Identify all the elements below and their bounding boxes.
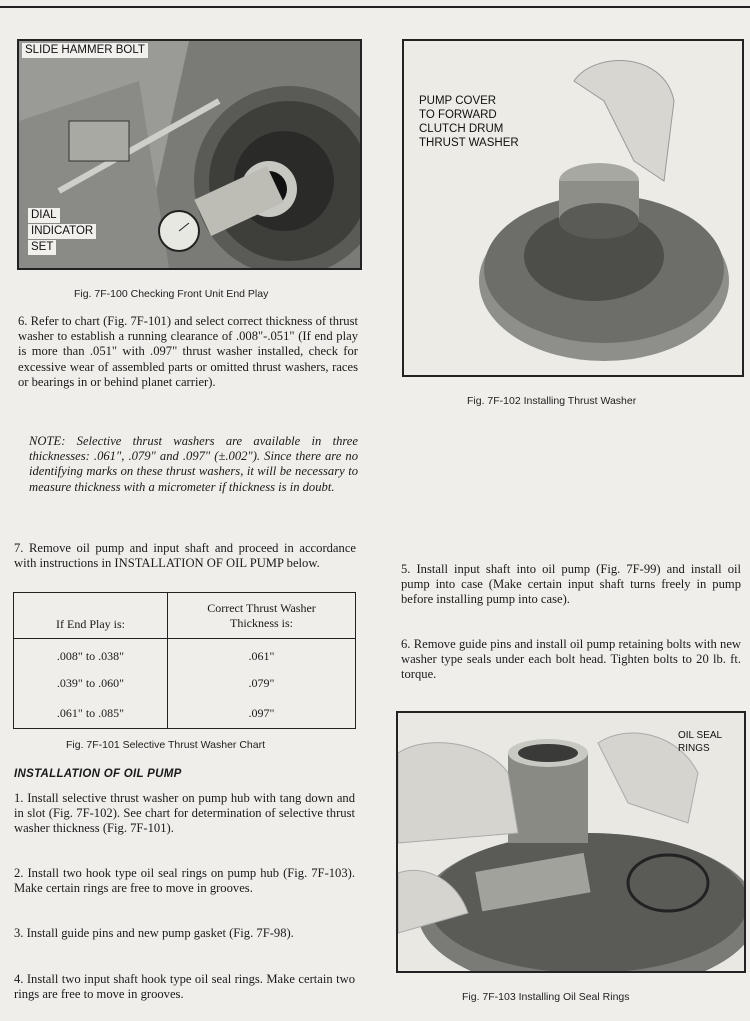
fig-7f-100-caption: Fig. 7F-100 Checking Front Unit End Play: [74, 288, 269, 300]
slide-hammer-bolt-label: SLIDE HAMMER BOLT: [22, 43, 148, 58]
end-play-cell: .008" to .038": [14, 639, 168, 669]
thickness-cell: .097": [168, 699, 356, 729]
pump-cover-label-4: THRUST WASHER: [419, 137, 519, 149]
installation-of-oil-pump-heading: INSTALLATION OF OIL PUMP: [14, 768, 182, 780]
col-header-thickness-line-1: Correct Thrust Washer: [207, 600, 316, 615]
oil-seal-rings-label-2: RINGS: [678, 743, 710, 754]
table-row: [14, 699, 356, 729]
installation-step-5: 5. Install input shaft into oil pump (Fig. 7F-99) and install oil pump into case (Make certain input shaft turns freely in pump before installing pump into case).: [401, 562, 741, 607]
col-header-thickness: [168, 593, 356, 639]
installation-step-2: 2. Install two hook type oil seal rings on pump hub (Fig. 7F-103). Make certain rings are free to move in grooves.: [14, 866, 355, 896]
pump-cover-label-2: TO FORWARD: [419, 109, 497, 121]
col-header-thickness-line-2: Thickness is:: [230, 615, 293, 630]
thickness-cell: .079": [168, 669, 356, 699]
col-header-end-play: [14, 593, 168, 639]
top-rule: [0, 6, 750, 8]
step-7-remove-oil-pump: 7. Remove oil pump and input shaft and proceed in accordance with instructions in INSTALLATION OF OIL PUMP below.: [14, 541, 356, 571]
end-play-cell: .061" to .085": [14, 699, 168, 729]
fig-7f-101-caption: Fig. 7F-101 Selective Thrust Washer Chart: [66, 739, 265, 751]
fig-7f-102-photo: [402, 39, 744, 377]
note-selective-thrust-washers: NOTE: Selective thrust washers are available in three thicknesses: .061", .079" and .097" (±.002"). Since there are no identifying marks on these thrust washers, it will be necessary to measure thickness with a micrometer if thickness is in doubt.: [29, 434, 358, 494]
end-play-cell: .039" to .060": [14, 669, 168, 699]
pump-cover-label-1: PUMP COVER: [419, 95, 497, 107]
installation-step-3: 3. Install guide pins and new pump gasket (Fig. 7F-98).: [14, 926, 294, 940]
fig-7f-102-caption: Fig. 7F-102 Installing Thrust Washer: [467, 395, 637, 407]
thrust-washer-illustration: [404, 41, 742, 375]
table-row: [14, 639, 356, 669]
pump-cover-label-3: CLUTCH DRUM: [419, 123, 504, 135]
dial-indicator-label-1: DIAL: [28, 208, 60, 223]
dial-indicator-label-2: INDICATOR: [28, 224, 96, 239]
installation-step-1: 1. Install selective thrust washer on pump hub with tang down and in slot (Fig. 7F-102). See chart for determination of selective thrust washer thickness (Fig. 7F-101).: [14, 791, 355, 836]
dial-indicator-label-3: SET: [28, 240, 56, 255]
fig-7f-103-caption: Fig. 7F-103 Installing Oil Seal Rings: [462, 991, 630, 1003]
installation-step-6: 6. Remove guide pins and install oil pump retaining bolts with new washer type seals under each bolt head. Tighten bolts to 20 lb. ft. torque.: [401, 637, 741, 682]
step-6-refer-to-chart: 6. Refer to chart (Fig. 7F-101) and select correct thickness of thrust washer to establish a running clearance of .008"-.051" (If end play is more than .051" with .097" thrust washer installed, check for excessive wear of assembled parts or omitted thrust washers, races or bearings in or behind planet carrier).: [18, 314, 358, 389]
oil-seal-rings-label-1: OIL SEAL: [678, 730, 723, 741]
col-header-end-play-label: If End Play is:: [56, 617, 125, 631]
selective-thrust-washer-chart: [13, 592, 356, 729]
installation-step-4: 4. Install two input shaft hook type oil seal rings. Make certain two rings are free to move in grooves.: [14, 972, 355, 1002]
table-row: [14, 669, 356, 699]
thickness-cell: .061": [168, 639, 356, 669]
